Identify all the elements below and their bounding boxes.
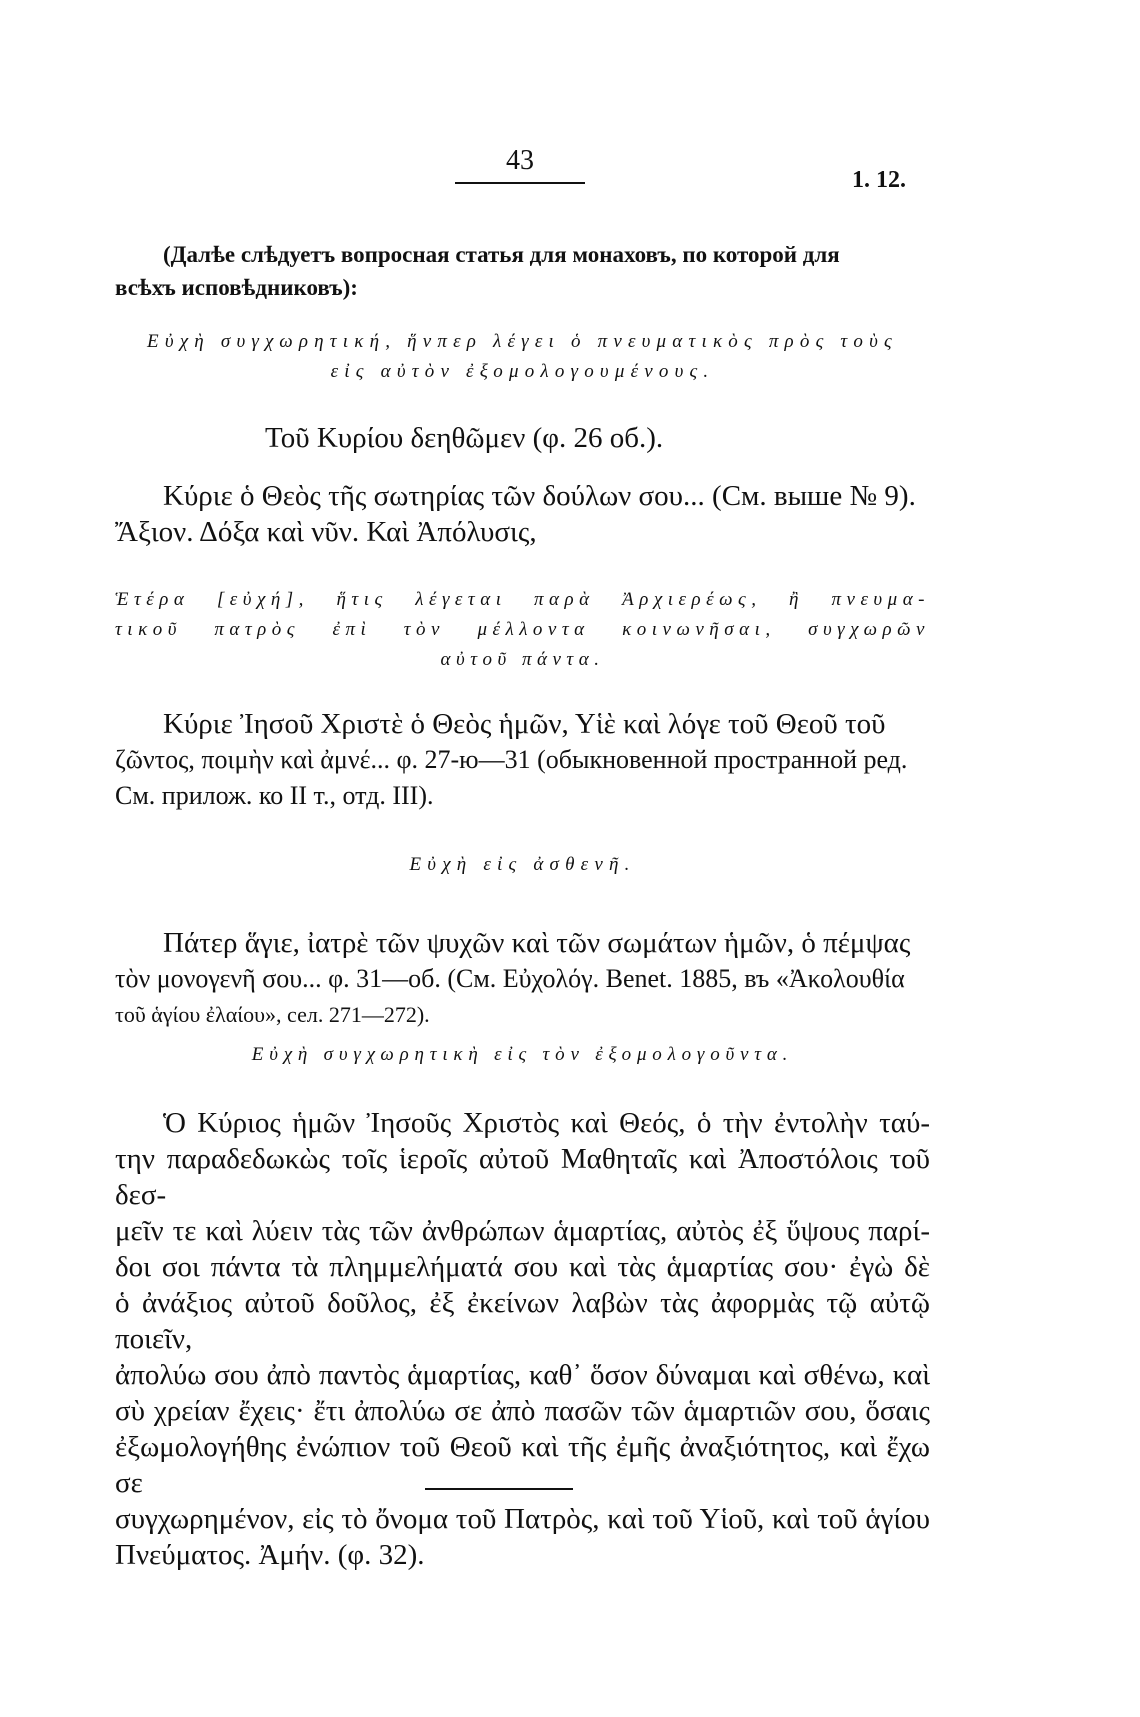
paragraph: [115, 478, 930, 550]
paragraph-line: Τοῦ Κυρίου δεηθῶμεν (φ. 26 οб.).: [265, 422, 664, 454]
paragraph-line: τοῦ ἁγίου ἐλαίου», сел. 271—272).: [115, 1002, 430, 1027]
paragraph-line: ζῶντος, ποιμὴν καὶ ἀμνέ... φ. 27-ю—31 (обыкновенной пространной ред.: [115, 745, 908, 774]
intro-note: [115, 238, 930, 304]
paragraph-line: См. прилож. ко II т., отд. III).: [115, 781, 434, 810]
paragraph-line: Κύριε ὁ Θεὸς τῆς σωτηρίας τῶν δούλων σου... (См. выше № 9).: [163, 480, 916, 512]
paragraph: [115, 420, 930, 456]
paragraph: [115, 1105, 930, 1573]
signature-mark: 1. 12.: [852, 167, 906, 193]
paragraph-line: ἀπολύω σου ἀπὸ παντὸς ἁμαρτίας, καθ᾽ ὅσον δύναμαι καὶ σθένω, καὶ: [115, 1359, 930, 1391]
paragraph-line: την παραδεδωκὼς τοῖς ἱεροῖς αὐτοῦ Μαθηταῖς καὶ Ἀποστόλοις τοῦ δεσ-: [115, 1143, 930, 1211]
heading-line: τικοῦ πατρὸς ἐπὶ τὸν μέλλοντα κοινωνῆσαι, συγχωρῶν: [115, 619, 930, 640]
heading-line: Ἑτέρα [εὐχή], ἥτις λέγεται παρὰ Ἀρχιερέως, ἢ πνευμα-: [115, 589, 930, 610]
paragraph-line: συγχωρημένον, εἰς τὸ ὄνομα τοῦ Πατρὸς, καὶ τοῦ Υἱοῦ, καὶ τοῦ ἁγίου: [115, 1503, 930, 1535]
heading-line: αὐτοῦ πάντα.: [440, 649, 605, 670]
paragraph: [115, 925, 930, 1033]
paragraph-line: μεῖν τε καὶ λύειν τὰς τῶν ἀνθρώπων ἁμαρτίας, αὐτὸς ἐξ ὕψους παρί-: [115, 1215, 930, 1247]
page-number-rule: [455, 182, 585, 184]
end-rule: [425, 1488, 573, 1490]
paragraph-line: Ὁ Κύριος ἡμῶν Ἰησοῦς Χριστὸς καὶ Θεός, ὁ τὴν ἐντολὴν ταύ-: [163, 1107, 930, 1139]
intro-note-line: (Далѣе слѣдуетъ вопросная статья для монаховъ, по которой для: [163, 242, 840, 267]
paragraph-line: Ἄξιον. Δόξα καὶ νῦν. Καὶ Ἀπόλυσις,: [115, 516, 537, 548]
paragraph-line: τὸν μονογενῆ σου... φ. 31—об. (См. Εὐχολόγ. Benet. 1885, въ «Ἀκολουθία: [115, 964, 905, 993]
paragraph-line: σὺ χρείαν ἔχεις· ἔτι ἀπολύω σε ἀπὸ πασῶν τῶν ἁμαρτιῶν σου, ὅσαις: [115, 1395, 930, 1427]
heading-line: εἰς αὐτὸν ἐξομολογουμένους.: [330, 361, 715, 382]
paragraph-line: ἐξωμολογήθης ἐνώπιον τοῦ Θεοῦ καὶ τῆς ἐμῆς ἀναξιότητος, καὶ ἔχω σε: [115, 1431, 930, 1499]
heading-line: Εὐχὴ συγχωρητικὴ εἰς τὸν ἐξομολογοῦντα.: [251, 1044, 794, 1065]
heading-line: Εὐχὴ συγχωρητική, ἥνπερ λέγει ὁ πνευματικὸς πρὸς τοὺς: [147, 331, 898, 352]
prayer-heading: [115, 850, 930, 880]
paragraph-line: ὁ ἀνάξιος αὐτοῦ δοῦλος, ἐξ ἐκείνων λαβὼν τὰς ἀφορμὰς τῷ αὐτῷ ποιεῖν,: [115, 1287, 930, 1355]
paragraph-line: Πάτερ ἅγιε, ἰατρὲ τῶν ψυχῶν καὶ τῶν σωμάτων ἡμῶν, ὁ πέμψας: [163, 927, 911, 959]
paragraph-line: Πνεύματος. Ἀμήν. (φ. 32).: [115, 1539, 425, 1571]
prayer-heading: [115, 1040, 930, 1070]
prayer-heading: [115, 585, 930, 675]
heading-line: Εὐχὴ εἰς ἀσθενῆ.: [409, 854, 636, 875]
paragraph: [115, 706, 930, 814]
prayer-heading: [115, 327, 930, 387]
paragraph-line: Κύριε Ἰησοῦ Χριστὲ ὁ Θεὸς ἡμῶν, Υἱὲ καὶ λόγε τοῦ Θεοῦ τοῦ: [163, 708, 886, 740]
page-number: 43: [506, 145, 534, 176]
paragraph-line: δοι σοι πάντα τὰ πλημμελήματά σου καὶ τὰς ἁμαρτίας σου· ἐγὼ δὲ: [115, 1251, 930, 1283]
intro-note-line: всѣхъ исповѣдниковъ):: [115, 275, 358, 300]
